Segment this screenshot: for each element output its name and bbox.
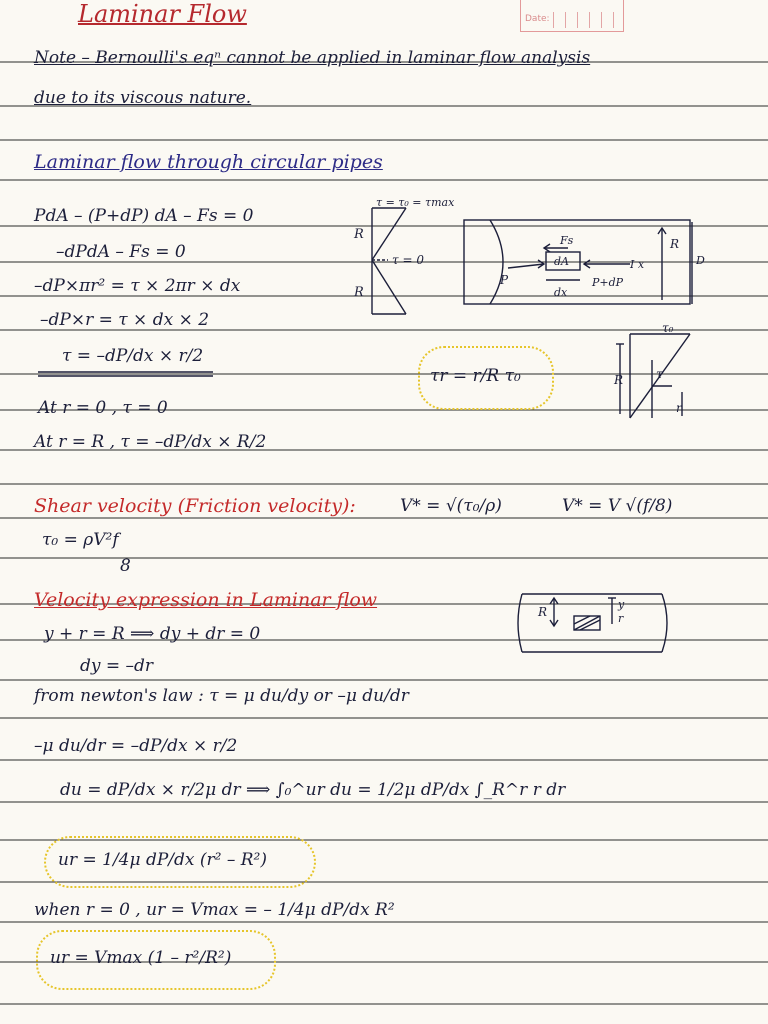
diagram-label-r-right: R (670, 237, 680, 251)
note-line-2: due to its viscous nature. (34, 88, 252, 108)
shear-triangle-diagram (606, 320, 706, 424)
pipe-shear-diagram (340, 192, 710, 324)
boxed-equation-velocity: ur = 1/4μ dP/dx (r² – R²) (58, 850, 267, 870)
diagram-label-d: D (696, 254, 705, 267)
diagram-label-r-top: R (354, 227, 364, 242)
note-line-1: Note – Bernoulli's eqⁿ cannot be applied in laminar flow analysis (34, 48, 591, 68)
section-heading-laminar-pipes: Laminar flow through circular pipes (34, 151, 383, 173)
diagram-label-dx: dx (554, 286, 568, 299)
diagram-label-tau-zero: τ = 0 (392, 253, 424, 267)
equation-tau0-denominator: 8 (120, 556, 131, 576)
pipe-element-diagram (514, 586, 674, 660)
condition-at-centre: At r = 0 , τ = 0 (38, 398, 168, 418)
triangle-label-r-small: r (676, 401, 682, 415)
pipe-label-r: r (618, 612, 624, 625)
pipe-label-y: y (618, 598, 625, 611)
diagram-label-p-dp: P+dP (592, 276, 624, 289)
equation-vmax: when r = 0 , ur = Vmax = – 1/4μ dP/dx R² (34, 900, 395, 920)
equation-integration: du = dP/dx × r/2μ dr ⟹ ∫₀^ur du = 1/2μ dP/dx ∫_R^r r dr (60, 780, 566, 800)
condition-at-wall: At r = R , τ = –dP/dx × R/2 (34, 432, 267, 452)
diagram-label-da: dA (554, 255, 569, 268)
date-cells (553, 12, 625, 28)
section-heading-velocity-expression: Velocity expression in Laminar flow (34, 589, 378, 611)
equation-dy-dr: dy = –dr (80, 656, 154, 676)
double-underline (38, 370, 218, 378)
equation-area-substitution: –dP×πr² = τ × 2πr × dx (34, 276, 241, 296)
triangle-label-tau: τ (656, 367, 663, 381)
equation-newtons-law: from newton's law : τ = μ du/dy or –μ du/dr (34, 686, 409, 706)
equation-mu-du-dr: –μ du/dr = –dP/dx × r/2 (34, 736, 238, 756)
equation-shear-stress: τ = –dP/dx × r/2 (62, 346, 204, 366)
date-label: Date: (525, 14, 550, 24)
diagram-label-tau-max: τ = τ₀ = τmax (376, 196, 455, 209)
equation-shear-velocity-friction: V* = V √(f/8) (562, 496, 673, 516)
equation-shear-velocity-tau: V* = √(τ₀/ρ) (400, 496, 502, 516)
triangle-label-tau0: τ₀ (662, 321, 674, 335)
equation-reduced: –dP×r = τ × dx × 2 (40, 310, 210, 330)
boxed-equation-tau-r: τr = r/R τ₀ (430, 366, 521, 386)
diagram-label-r-bottom: R (354, 285, 364, 300)
triangle-label-r-cap: R (614, 373, 624, 387)
diagram-label-p: P (500, 273, 509, 287)
diagram-label-ix: I x (630, 258, 645, 271)
boxed-equation-velocity-profile: ur = Vmax (1 – r²/R²) (50, 948, 232, 968)
pipe-label-r-cap: R (538, 605, 548, 619)
date-box (520, 0, 624, 32)
diagram-label-fs: Fs (560, 234, 574, 247)
equation-force-balance: PdA – (P+dP) dA – Fs = 0 (34, 206, 254, 226)
equation-tau0-numerator: τ₀ = ρV²f (42, 530, 119, 550)
section-heading-shear-velocity: Shear velocity (Friction velocity): (34, 495, 356, 517)
page-title: Laminar Flow (78, 0, 247, 28)
equation-geometry: y + r = R ⟹ dy + dr = 0 (44, 624, 261, 644)
equation-simplified: –dPdA – Fs = 0 (56, 242, 186, 262)
